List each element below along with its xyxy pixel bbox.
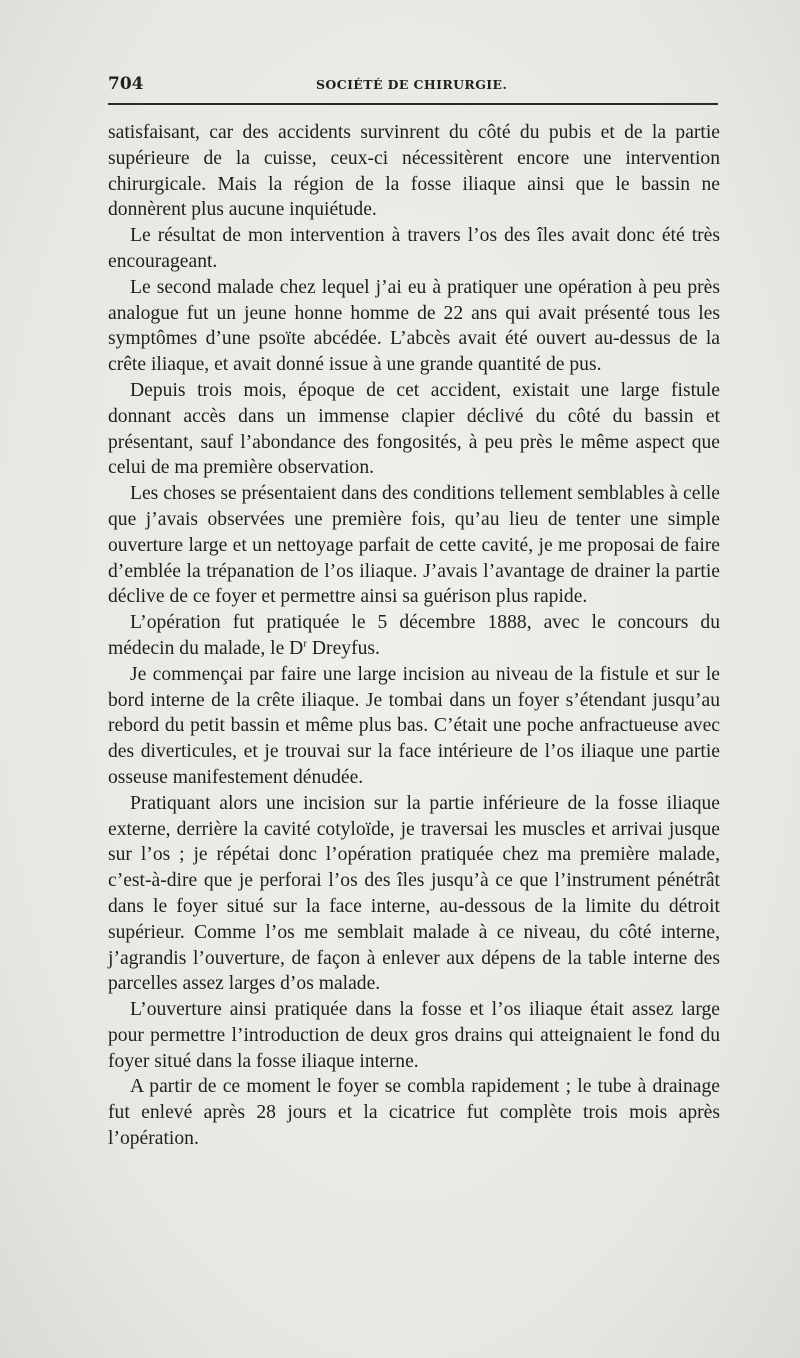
paragraph: Je commençai par faire une large incision au niveau de la fistule et sur le bord interne de la crête iliaque. Je tombai dans un foyer s’étendant jusqu’au rebord du petit bassin et même plus bas. C’était une poche anfractueuse avec des diverticules, et je trouvai sur la face intérieure de l’os iliaque une partie osseuse manifestement dénudée. <box>108 663 720 788</box>
paragraph: Le résultat de mon intervention à travers l’os des îles avait donc été très encourageant. <box>108 225 720 272</box>
paragraph-continued: satisfaisant, car des accidents survinrent du côté du pubis et de la partie supérieure de la cuisse, ceux-ci nécessitèrent encore une intervention chirurgicale. Mais la région de la fosse iliaque ainsi que le bassin ne donnèrent plus aucune inquiétude. <box>108 122 720 221</box>
running-title: SOCIÉTÉ DE CHIRURGIE. <box>316 77 508 92</box>
page-number: 704 <box>108 74 144 94</box>
page-header <box>108 74 718 98</box>
operation-text: L’opération fut pratiquée le 5 décembre 1888, avec le concours du médecin du malade, le D <box>108 612 720 659</box>
header-rule <box>108 103 718 105</box>
doctor-abbrev-superscript: r <box>303 637 307 650</box>
paragraph: Les choses se présentaient dans des conditions tellement semblables à celle que j’avais observées une première fois, qu’au lieu de tenter une simple ouverture large et un nettoyage parfait de cette cavité, je me proposai de faire d’emblée la trépanation de l’os iliaque. J’avais l’avantage de drainer la partie déclive de ce foyer et permettre ainsi sa guérison plus rapide. <box>108 483 720 608</box>
body-text <box>108 120 720 1152</box>
paragraph: Pratiquant alors une incision sur la partie inférieure de la fosse iliaque externe, derrière la cavité cotyloïde, je traversai les muscles et arrivai jusque sur l’os ; je répétai donc l’opération pratiquée chez ma première malade, c’est-à-dire que je perforai l’os des îles jusqu’à ce que l’instrument pénétrât dans le foyer situé sur la face interne, au-dessous de la limite du détroit supérieur. Comme l’os me semblait malade à ce niveau, du côté interne, j’agrandis l’ouverture, de façon à enlever aux dépens de la table interne des parcelles assez larges d’os malade. <box>108 792 720 995</box>
paragraph: L’ouverture ainsi pratiquée dans la fosse et l’os iliaque était assez large pour permettre l’introduction de deux gros drains qui atteignaient le fond du foyer situé dans la fosse iliaque interne. <box>108 999 720 1072</box>
paragraph-operation-date <box>108 610 720 662</box>
operation-text-end: Dreyfus. <box>307 637 380 659</box>
paragraph: Le second malade chez lequel j’ai eu à pratiquer une opération à peu près analogue fut un jeune honne homme de 22 ans qui avait présenté tous les symptômes d’une psoïte abcédée. L’abcès avait été ouvert au-dessus de la crête iliaque, et avait donné issue à une grande quantité de pus. <box>108 276 720 376</box>
paragraph: Depuis trois mois, époque de cet accident, existait une large fistule donnant accès dans un immense clapier déclivé du côté du bassin et présentant, sauf l’abondance des fongosités, à peu près le même aspect que celui de ma première observation. <box>108 379 720 479</box>
paragraph: A partir de ce moment le foyer se combla rapidement ; le tube à drainage fut enlevé après 28 jours et la cicatrice fut complète trois mois après l’opération. <box>108 1076 720 1150</box>
